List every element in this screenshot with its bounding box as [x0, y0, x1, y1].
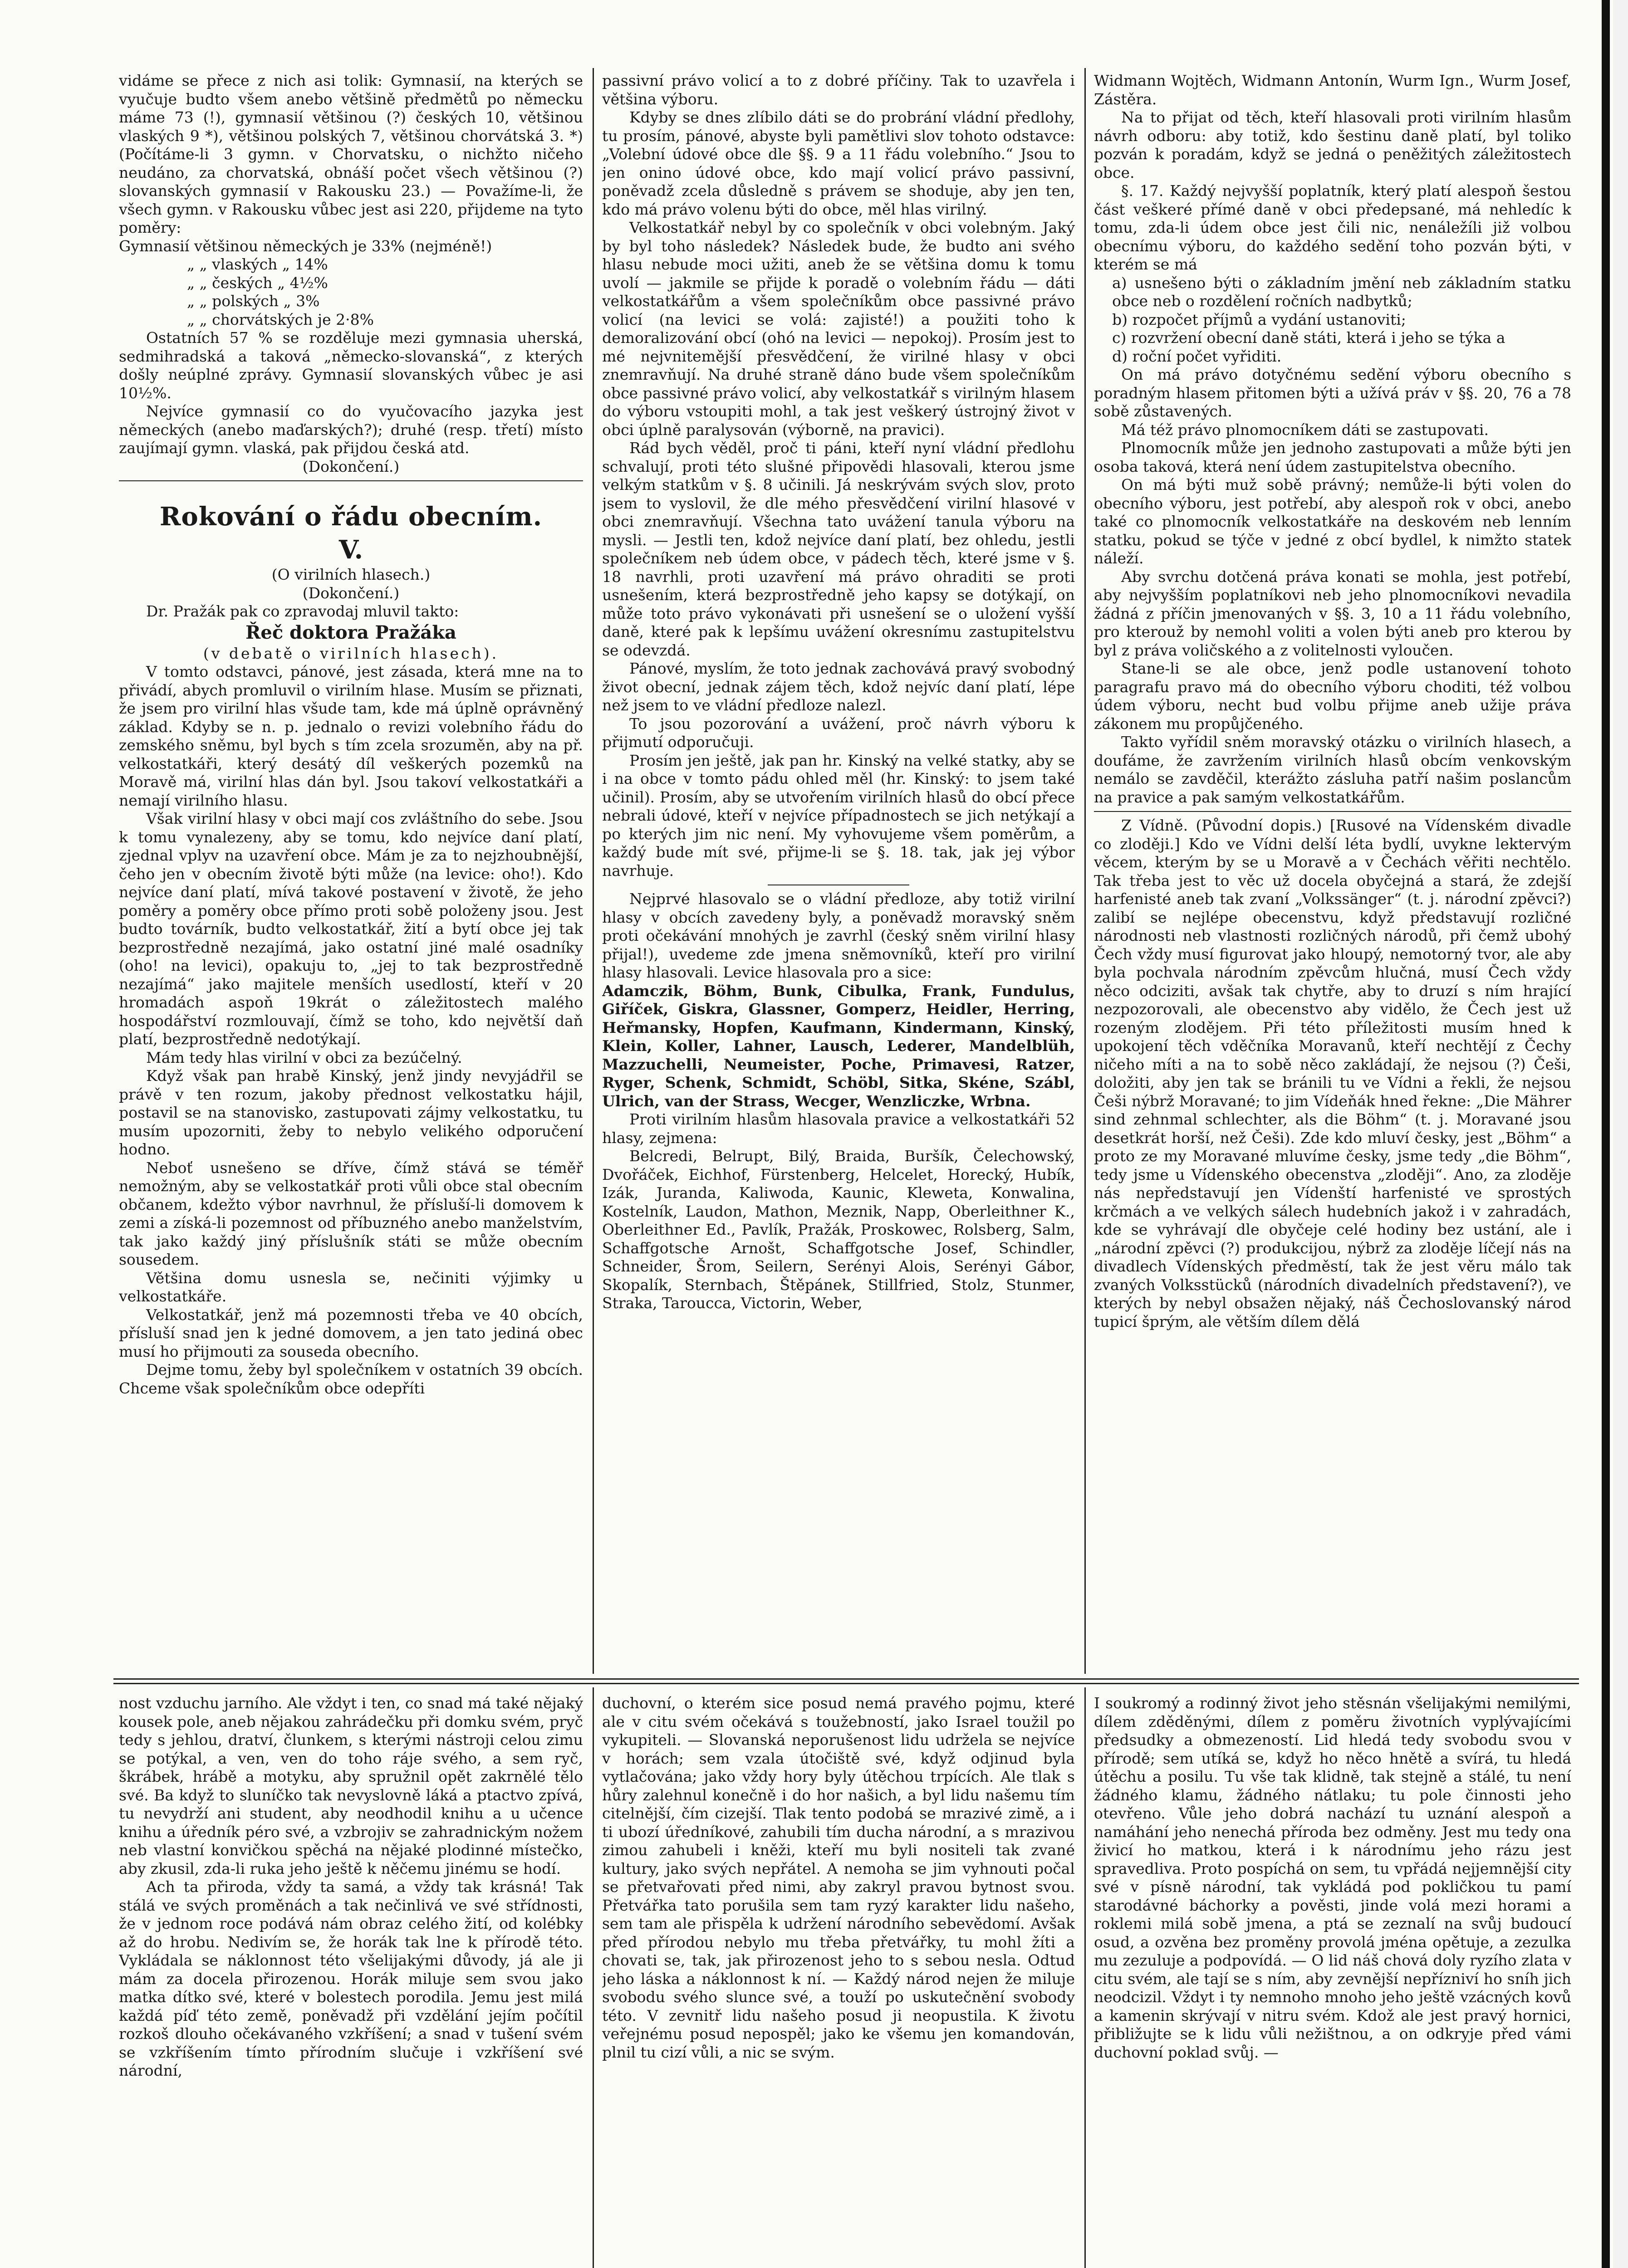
paragraph: Velkostatkář, jenž má pozemnosti třeba ve 40 obcích, přísluší snad jen k jedné domovem, a jen tato jediná obec musí ho přijmouti za souseda obecního.	[119, 1305, 583, 1360]
list-item: d) roční počet vyřiditi.	[1112, 347, 1282, 365]
paragraph: Plnomocník může jen jednoho zastupovati a může býti jen osoba taková, která není údem zastupitelstva obecního.	[1094, 439, 1571, 475]
divider	[119, 480, 583, 481]
list-item: c) rozvržení obecní daně státi, která i jeho se týka a	[1112, 329, 1505, 347]
article-subtitle: (O virilních hlasech.)	[271, 566, 431, 583]
paragraph: duchovní, o kterém sice posud nemá pravého pojmu, které ale v citu svém očekává s toužebností, jako Israel toužil po vykupiteli. — Slovanská neporušenost lidu udržela se nejvíce v horách; sem vzala útočiště své, když odjinud byla vytlačována; jako vždy hory byly útěchou trpících. Ale tlak s hůry zalehnul konečně i do hor našich, a byl lidu našemu tím citelnější, čím cizejší. Tlak tento podobá se mrazivé zimě, a i ti ubozí úředníkové, zahubili tím ducha národní, a s mrazivou zimou zahubeli i kněži, kteří mu byli nositeli tak zvané kultury, jako svých nepřátel. A nemoha se jim vyhnouti počal se přetvařovati před nimi, aby zakryl pravou bytnost svou. Přetvářka tato porušila sem tam ryzý karakter lidu našeho, sem tam ale přispěla k udržení národního sebevědomí. Avšak před přírodou nebylo mu třeba přetvářky, tu mohl žíti a chovati se, tak, jak přirozenost jeho to s sebou nesla. Odtud jeho láska a náklonnost k ní. — Každý národ nejen že miluje svobodu svého slunce své, a touží po uskutečnění svobody této. V zevnitř lidu našeho posud ji neopustila. K životu veřejnému posud nepospěl; jako ke všemu jen komandován, plnil tu cizí vůli, a nic se svým.	[602, 1694, 1075, 2061]
column-divider	[593, 68, 594, 1674]
bottom-column-2	[602, 1694, 1075, 2268]
item-list	[1094, 274, 1571, 366]
divider	[1094, 811, 1571, 812]
column-divider	[1084, 68, 1086, 1674]
stat-row: „ „ českých „ 4½%	[187, 274, 328, 292]
paragraph: Takto vyřídil sněm moravský otázku o virilních hlasech, a doufáme, že zavržením virilních hlasů obcím venkovským nemálo se zavděčil, kterážto zásluha patří našim poslancům na pravice a pak samým velkostatkářům.	[1094, 733, 1571, 806]
paragraph: V tomto odstavci, pánové, jest zásada, která mne na to přivádí, abych promluvil o virilním hlase. Musím se přiznati, že jsem pro virilní hlas všude tam, kde má úplně oprávněný základ. Kdyby se n. p. jednalo o revizi volebního řádu do zemského sněmu, byl bych s tím zcela srozuměn, aby na př. velkostatkáři, který desátý díl veškerých pozemků na Moravě má, virilní hlas dán byl. Jsou takoví velkostatkáři a nemají virilního hlasu.	[119, 663, 583, 809]
paragraph: Dejme tomu, žeby byl společníkem v ostatních 39 obcích. Chceme však společníkům obce odepříti	[119, 1361, 583, 1397]
paragraph: Rád bych věděl, proč ti páni, kteří nyní vládní předlohu schvalují, proti této slušné připovědi hlasovali, kterou jsme velkým statkům v §. 8 učinili. Já neskrývám svých slov, proto jsem to vyslovil, že dle mého přesvědčení virilní hlasové v obci znemravňují. Všechna tato uvážení tanula výboru na mysli. — Jestli ten, kdož nejvíce daní platí, bez ohledu, jestli společníkem neb údem obce, v pádech těch, které jsme v §. 18 navrhli, proti uzavření má právo ohraditi se proti usnešením, která bezprostředně jeho kapsy se dotýkají, on může toto právo vykonávati při usnešení se o uložení vyšší daně, které pak k lepšímu uvážení okresnímu zastupitelstvu se odevzdá.	[602, 439, 1075, 659]
paragraph: Kdyby se dnes zlíbilo dáti se do probrání vládní předlohy, tu prosím, pánové, abyste byli pamětlivi slov tohoto odstavce: „Volební údové obce dle §§. 9 a 11 řádu volebního.“ Jsou to jen onino údové obce, kdo mají volicí právo passivní, poněvadž zcela důsledně s právem se shoduje, aby jen ten, kdo má právo volenu býti do obce, měl hlas virilný.	[602, 108, 1075, 218]
stat-row: „ „ polských „ 3%	[187, 292, 320, 310]
right-column	[1094, 72, 1571, 1671]
speech-title: Řeč doktora Pražáka	[245, 621, 456, 643]
paragraph: To jsou pozorování a uvážení, proč návrh výboru k přijmutí odporučuji.	[602, 714, 1075, 751]
continuation-note: (Dokončení.)	[302, 584, 400, 602]
paragraph: Widmann Wojtěch, Widmann Antonín, Wurm Ign., Wurm Josef, Zástěra.	[1094, 72, 1571, 108]
stats-list	[119, 255, 583, 329]
bottom-column-1	[119, 1694, 583, 2268]
page-edge	[1602, 0, 1610, 2268]
paragraph: Ostatních 57 % se rozděluje mezi gymnasia uherská, sedmihradská a taková „německo-slovanská“, z kterých došly neúplné zprávy. Gymnasií slovanských vůbec je asi 10½%.	[119, 329, 583, 402]
list-item: b) rozpočet příjmů a vydání ustanoviti;	[1112, 310, 1406, 328]
paragraph: Velkostatkář nebyl by co společník v obci volebným. Jaký by byl toho následek? Následek bude, že budto ani svého hlasu nebude moci užiti, aneb že se většina domu k tomu uvolí — jakmile se přijde k poradě o volebním řádu — dáti velkostatkářům a všem společníkům obce passivné právo volicí (na levici se volá: zajisté!) a použiti toho k demoralizování obcí (ohó na levici — nepokoj). Prosím jest to mé nejvnitemější přesvědčení, že virilné hlasy v obci znemravňují. Na druhé straně dáno bude všem společníkům obce passivné právo volicí, aby velkostatkář s virilným hlasem do výboru vstoupiti mohl, a tak jest veškerý ústrojný život v obci úplně paralysován (výborně, na pravici).	[602, 219, 1075, 439]
bottom-column-3	[1094, 1694, 1571, 2268]
column-divider	[593, 1687, 594, 2268]
paragraph: Však virilní hlasy v obci mají cos zvláštního do sebe. Jsou k tomu vynalezeny, aby se tomu, kdo nejvíce daní platí, zjednal vplyv na uzavření obce. Mám je za to nejzhoubnější, čeho jen v obecním životě býti může (na levice: oho!). Kdo nejvíce daní platí, mívá takové postavení v životě, že jeho poměry a poměry obce přímo proti sobě položeny jsou. Jest budto továrník, budto velkostatkář, žití a bytí obce jej tak bezprostředně nezajímá, jako ostatní jiné malé osadníky (oho! na levici), opakuju to, „jej to tak bezprostředně nezajímá“ jako majitele menších usedlostí, kteří v 20 hromadách aspoň 19krát o záležitostech malého hospodářství rozmlouvají, čímž se toho, kdo největší daň platí, bezprostředně nedotýkají.	[119, 810, 583, 1048]
article-number: V.	[338, 535, 363, 565]
stat-row: „ „ chorvátských je 2·8%	[187, 310, 374, 328]
page-margin	[1613, 0, 1628, 2268]
speech-subtitle: (v debatě o virilních hlasech).	[203, 644, 499, 662]
paragraph: Většina domu usnesla se, nečiniti výjimky u velkostatkáře.	[119, 1269, 583, 1305]
paragraph: On má býti muž sobě právný; nemůže-li býti volen do obecního výboru, jest potřebí, aby alespoň rok v obci, anebo také co plnomocník velkostatkáře na deskovém neb lenním statku, pokud se týče v jedné z obcí bydlel, k nimžto statek náleží.	[1094, 476, 1571, 567]
paragraph: Prosím jen ještě, jak pan hr. Kinský na velké statky, aby se i na obce v tomto pádu ohled měl (hr. Kinský: to jsem také učinil). Prosím, aby se utvořením virilních hlasů do obcí přece nebrali údové, kteří v nejvíce případnostech se jich netýkají a po kterých jim nic není. My vyhovujeme všem poměrům, a každý bude mít své, přijme-li se §. 18. tak, jak jej výbor navrhuje.	[602, 751, 1075, 880]
column-divider	[1084, 1687, 1086, 2268]
section-divider	[113, 1678, 1579, 1680]
paragraph: Z Vídně. (Původní dopis.) [Rusové na Vídenském divadle co zloději.] Kdo ve Vídni delší léta bydlí, uvykne lektervým věcem, kterým by se u Moravě a v Čechách věřiti nechtělo. Tak třeba jest to věc už docela obyčejná a stará, že zdejší harfenisté aneb tak zvaní „Volkssänger“ (t. j. národní zpěvci?) zalibí se nejlépe obecenstvu, když představují rozličné národnosti neb vlastnosti rozličných národů, při čemž ubohý Čech vždy musí figurovat jako hloupý, nemotorný tvor, ale aby byla pochvala národním zpěvcům hlučná, musí Čech vždy něco odciziti, avšak tak chytře, aby to druzí s ním hrající nezpozorovali, ale obecenstvo aby vidělo, že Čech jest už rozeným zlodějem. Při této příležitosti musím hned k upokojení těch vděčníka Moravanů, kteří nechtějí z Čechy ničeho míti a na to sobě něco zakládají, že nejsou (?) Češi, doložiti, aby jen tak se bránili tu ve Vídni a řekli, že nejsou Češi nýbrž Moravané; to jim Vídeňák hned řekne: „Die Mährer sind zehnmal schlechter, als die Böhm“ (t. j. Moravané jsou desetkrát horší, než Češi). Zde kdo mluví česky, jest „Böhm“ a proto ze my Moravané mluvíme česky, jsme tedy „die Böhm“, tedy jsme u Vídenského obecenstva „zloději“. Ano, za zloděje nás nepředstavují jen Vídenští harfenisté ve sprostých krčmách a ve velkých sálech hudebních jakož i v zahradách, kde se vyhrávají dle obyčeje celé hodiny bez ustání, ale i „národní zpěvci (?) produkcijou, nýbrž za zloděje líčejí nás na divadlech Vídenských předměstí, tak že jest věru málo tak zvaných Volksstücků (národních divadelních představení?), ve kterých by nebyl obsažen nějaký, náš Čechoslovanský národ tupicí šprým, ale větším dílem dělá	[1094, 816, 1571, 1330]
paragraph: Má též právo plnomocníkem dáti se zastupovati.	[1121, 420, 1489, 439]
paragraph: nost vzduchu jarního. Ale vždyt i ten, co snad má také nějaký kousek pole, aneb nějakou zahrádečku při domku svém, pryč tedy s jehlou, dratví, člunkem, s kterými nástroji celou zimu se potýkal, a ven, ven do toho ráje svého, a sem ryč, škrábek, hrábě a motyku, aby spružnil opět zakrnělé tělo své. Ba když to sluníčko tak nevyslovně láká a ptactvo zpívá, tu nevydrží ani student, aby neodhodil knihu a u učence knihu a úředník péro své, a vzbrojiv se zahradnickým nožem neb vlastní konvičkou spěchá na nějaké plodinné místečko, aby zkusil, zda-li ruka jeho ještě k něčemu jinému se hodí.	[119, 1694, 583, 1877]
paragraph: Ach ta přiroda, vždy ta samá, a vždy tak krásná! Tak stálá ve svých proměnách a tak nečinlivá ve své střídnosti, že v jednom roce podává nám obraz celého žití, od kolébky až do hrobu. Nedivím se, že horák tak lne k přírodě této. Vykládala se náklonnost této všelijakými důvody, já ale ji mám za docela přirozenou. Horák miluje sem svou jako matka dítko své, které v bolestech porodila. Jemu jest milá každá píď této země, poněvadž při vzdělání jejím počítil rozkoš dlouho očekávaného vzkříšení; a snad v tušení svém se vzkříšením tímto přírodním slučuje i vzkříšení své národní,	[119, 1878, 583, 2079]
paragraph: passivní právo volicí a to z dobré příčiny. Tak to uzavřela i většina výboru.	[602, 72, 1075, 108]
paragraph: Aby svrchu dotčená práva konati se mohla, jest potřebí, aby nejvyšším poplatníkovi neb jeho plnomocníkovi nevadila žádná z příčin jmenovaných v §§. 3, 10 a 11 řádu volebního, pro kterouž by nemohl voliti a volen býti aneb pro kterou by byl z práva voličského a z volitelnosti vyloučen.	[1094, 567, 1571, 659]
paragraph: I soukromý a rodinný život jeho stěsnán všelijakými nemilými, dílem zděděnými, dílem z poměru životních vyplývajícími předsudky a obmezeností. Lid hledá tedy svobodu svou v přírodě; sem utíká se, když ho něco hnětě a svírá, tu hledá útěchu a posilu. Tu vše tak klidně, tak stejně a stálé, tu není žádného klamu, žádného nátlaku; tu pole činnosti jeho otevřeno. Vůle jeho dobrá nachází tu uznání alespoň a namáhání jeho nenechá příroda bez odměny. Jest mu tedy ona živicí ho matkou, která i k národnímu jeho rázu jest spravedliva. Proto pospíchá on sem, tu vpřádá nejjemnější city své v písně národní, tak vykládá pod pokličkou tu pamí starodávné báchorky a pověsti, jinde volá mezi horami a roklemi milá sobě jmena, a ptá se zeznalí na svůj budoucí osud, a ozvěna bez proměny provolá jména opětuje, a zezulka mu zezuluje a podpovídá. — O lid náš chová doly ryzího zlata v citu svém, ale tají se s ním, aby zevnější nepřízniví ho sníh jich neodcizil. Vždyt i ty nemnoho mnoho jeho ještě vzácných kovů a kamenin skrývají v nitru svém. Kdož ale jest pravý hornici, přibližujte se k lidu vůli nežištnou, a on odkryje před vámi duchovní poklad svůj. —	[1094, 1694, 1571, 2061]
paragraph: Mám tedy hlas virilní v obci za bezúčelný.	[146, 1048, 462, 1066]
paragraph: On má právo dotyčnému sedění výboru obecního s poradným hlasem přitomen býti a užívá práv v §§. 20, 76 a 78 sobě zůstavených.	[1094, 366, 1571, 420]
left-column	[119, 72, 583, 1671]
names-list-against: Belcredi, Belrupt, Bilý, Braida, Buršík, Čelechowský, Dvořáček, Eichhof, Fürstenberg, Helcelet, Horecký, Hubík, Izák, Juranda, Kaliwoda, Kaunic, Kleweta, Konwalina, Kostelník, Laudon, Mathon, Meznik, Napp, Oberleithner K., Oberleithner Ed., Pavlík, Pražák, Proskowec, Rolsberg, Salm, Schaffgotsche Arnošt, Schaffgotsche Josef, Schindler, Schneider, Šrom, Seilern, Serényi Alois, Serényi Gábor, Skopalík, Sternbach, Štěpánek, Stillfried, Stolz, Stunmer, Straka, Tarouсca, Victorin, Weber,	[602, 1147, 1075, 1312]
paragraph: vidáme se přece z nich asi tolik: Gymnasií, na kterých se vyučuje budto všem anebo většině předmětů po německu máme 73 (!), gymnasií většinou (?) českých 10, většinou vlaských 9 *), většinou polských 7, většinou chorvátská 3. *) (Počítáme-li 3 gymn. v Chorvatsku, o nichžto ničeho neudáno, za chorvatská, obnáší počet všech většinou (?) slovanských gymnasií v Rakousku 23.) — Považíme-li, že všech gymn. v Rakousku vůbec jest asi 220, přijdeme na tyto poměry:	[119, 72, 583, 236]
paragraph: Když však pan hrabě Kinský, jenž jindy nevyjádřil se právě v ten rozum, jakoby přednost velkostatku hájil, postavil se na stanovisko, zastupovati zájmy velkostatku, tu musím upozorniti, žeby to nebylo velikého odporučení hodno.	[119, 1067, 583, 1158]
list-item: a) usnešeno býti o základním jmění neb základním statku obce neb o rozdělení ročních nadbytků;	[1112, 274, 1571, 310]
paragraph: Pánové, myslím, že toto jednak zachovává pravý svobodný život obecní, jednak zájem těch, kdož nejvíc daní platí, lépe než jsem to ve vládní předloze nalezl.	[602, 660, 1075, 714]
paragraph: Na to přijat od těch, kteří hlasovali proti virilním hlasům návrh odboru: aby totiž, kdo šestinu daně platí, byl toliko pozván k poradám, když se jedná o peněžitých záležitostech obce.	[1094, 108, 1571, 181]
stat-row: „ „ vlaských „ 14%	[187, 255, 328, 273]
paragraph: Nejprvé hlasovalo se o vládní předloze, aby totiž virilní hlasy v obcích zavedeny byly, a poněvadž moravský sněm proti očekávání mnohých je zavrhl (český sněm virilní hlasy přijal!), uvedeme zde jmena sněmovníků, kteří pro virilní hlasy hlasovali. Levice hlasovala pro a sice:	[602, 890, 1075, 981]
article-title: Rokování o řádu obecním.	[159, 502, 543, 532]
stats-intro: Gymnasií většinou německých je 33% (nejméně!)	[119, 237, 492, 255]
paragraph: Nejvíce gymnasií co do vyučovacího jazyka jest německých (anebo maďarských?); druhé (resp. třetí) místo zaujímají gymn. vlaská, pak přijdou česká atd.	[119, 402, 583, 457]
paragraph: Stane-li se ale obce, jenž podle ustanovení tohoto paragrafu pravo má do obecního výboru choditi, též volbou údem výboru, necht bud volbu přijme aneb užije práva zákonem mu propůjčeného.	[1094, 660, 1571, 733]
paragraph: §. 17. Každý nejvyšší poplatník, který platí alespoň šestou část veškeré přímé daně v obci předepsané, má nehledíc k tomu, zda-li údem obce jest čili nic, nenáležíli již volbou obecnímu výboru, do každého sedění toho pozván býti, v kterém se má	[1094, 182, 1571, 273]
paragraph: Proti virilním hlasům hlasovala pravice a velkostatkáři 52 hlasy, zejmena:	[602, 1110, 1075, 1147]
paragraph: Dr. Pražák pak co zpravodaj mluvil takto:	[146, 602, 459, 620]
middle-column	[602, 72, 1075, 1671]
names-list-for: Adamczik, Böhm, Bunk, Cibulka, Frank, Fundulus, Giříček, Giskra, Glassner, Gomperz, Heidler, Herring, Heřmansky, Hopfen, Kaufmann, Kindermann, Kinský, Klein, Koller, Lahner, Lausch, Lederer, Mandelblüh, Mazzuchelli, Neumeister, Poche, Primavesi, Ratzer, Ryger, Schenk, Schmidt, Schöbl, Sitka, Skéne, Szábl, Ulrich, van der Strass, Wecger, Wenzliczke, Wrbna.	[602, 982, 1075, 1110]
paragraph: Neboť usnešeno se dříve, čímž stává se téměř nemožným, aby se velkostatkář proti vůli obce stal obecním občanem, kdežto výbor navrhnul, že přísluší-li domovem k zemi a získá-li pozemnost od příbuzného anebo manželstvím, tak jako každý jiný příslušník státi se může obecním sousedem.	[119, 1158, 583, 1268]
section-divider	[113, 1683, 1579, 1684]
continuation-note: (Dokončení.)	[302, 457, 400, 475]
